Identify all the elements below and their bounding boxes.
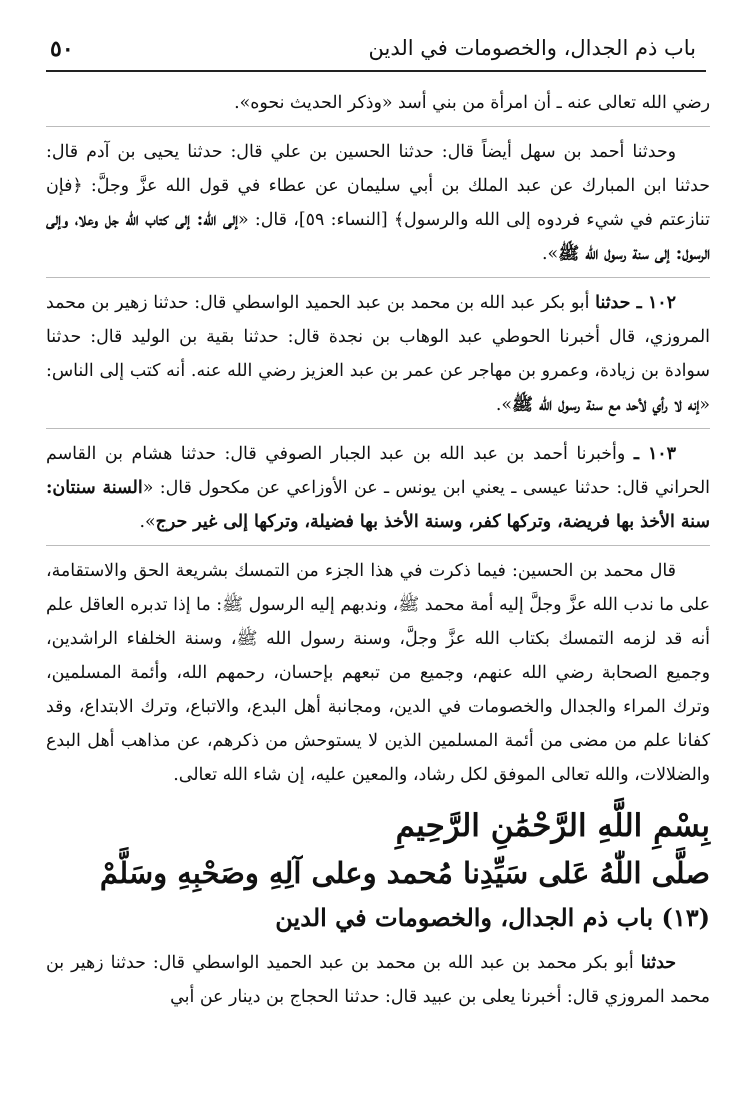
hadith-text: أبو بكر عبد الله بن محمد بن عبد الحميد الواسطي قال: حدثنا زهير بن محمد المروزي، قال أخبرنا الحوطي عبد الوهاب بن نجدة قال: حدثنا بقية بن الوليد قال: حدثنا سوادة بن زيادة، وعمرو بن مهاجر عن عمر بن عبد العزيز رضي الله عنه. أنه كتب إلى الناس: « (46, 293, 710, 415)
paragraph-continuation (46, 86, 710, 127)
author-commentary (46, 554, 710, 792)
running-header (46, 30, 706, 70)
header-title: باب ذم الجدال، والخصومات في الدين (368, 36, 696, 60)
hadith-102 (46, 286, 710, 429)
hadith-quote: إنه لا رأي لأحد مع سنة رسول الله ﷺ (512, 395, 700, 415)
chapter-heading: (١٣) باب ذم الجدال، والخصومات في الدين (275, 903, 710, 932)
chapter-first-paragraph (46, 946, 710, 1014)
narration-close: ». (542, 244, 559, 264)
hadith-text: وأخبرنا أحمد بن عبد الله بن عبد الجبار الصوفي قال: حدثنا هشام بن القاسم الحراني قال: حدثنا عيسى ـ يعني ابن يونس ـ عن الأوزاعي عن مكحول قال: « (46, 444, 711, 498)
basmala: بِسْمِ اللَّهِ الرَّحْمَٰنِ الرَّحِيمِ (395, 808, 710, 844)
hadith-close: ». (495, 395, 512, 415)
hadith-number: ١٠٢ ـ حدثنا (595, 293, 676, 313)
hadith-close: ». (139, 512, 156, 532)
header-rule (46, 70, 706, 72)
page-number: ٥٠ (50, 36, 74, 62)
paragraph-narration (46, 135, 710, 278)
hadith-quote: السنة سنتان: سنة الأخذ بها فريضة، وتركها كفر، وسنة الأخذ بها فضيلة، وتركها إلى غير حرج (46, 478, 710, 532)
narration-quote: إلى الله: إلى كتاب الله جل وعلا، وإلى الرسول: إلى سنة رسول الله ﷺ (46, 210, 710, 264)
commentary-text: قال محمد بن الحسين: فيما ذكرت في هذا الجزء من التمسك بشريعة الحق والاستقامة، على ما ندب الله عزَّ وجلَّ إليه أمة محمد ﷺ، وندبهم إليه الرسول ﷺ: ما إذا تدبره العاقل علم أنه قد لزمه التمسك بكتاب الله عزَّ وجلَّ، وسنة رسول الله ﷺ، وسنة الخلفاء الراشدين، وجميع الصحابة رضي الله عنهم، وجميع من تبعهم بإحسان، رحمهم الله، وأئمة المسلمين، وترك المراء والجدال والخصومات في الدين، ومجانبة أهل البدع، والاتباع، وترك الابتداع، وقد كفانا علم من مضى من أئمة المسلمين الذين لا يستوحش من ذكرهم، عن مذاهب أهل البدع والضلالات، والله تعالى الموفق لكل رشاد، والمعين عليه، إن شاء الله تعالى. (46, 561, 710, 785)
chain-lead: حدثنا (640, 953, 676, 973)
narration-text: وحدثنا أحمد بن سهل أيضاً قال: حدثنا الحسين بن علي قال: حدثنا يحيى بن آدم قال: حدثنا ابن المبارك عن عبد الملك بن أبي سليمان عن عطاء في قول الله عزَّ وجلَّ: ﴿فإن تنازعتم في شيء فردوه إلى الله والرسول﴾ [النساء: ٥٩]، قال: « (46, 142, 710, 230)
paragraph-text: رضي الله تعالى عنه ـ أن امرأة من بني أسد «وذكر الحديث نحوه». (234, 93, 710, 113)
hadith-number: ١٠٣ ـ (633, 444, 676, 464)
page-body (46, 86, 710, 1020)
salawat: صلَّى اللّٰهُ عَلى سَيِّدِنا مُحمد وعلى آلِهِ وصَحْبِهِ وسَلَّمْ (99, 856, 710, 890)
hadith-103 (46, 437, 710, 546)
chain-text: أبو بكر محمد بن عبد الله بن محمد بن عبد الحميد الواسطي قال: حدثنا زهير بن محمد المروزي قال: أخبرنا يعلى بن عبيد قال: حدثنا الحجاج بن دينار عن أبي (46, 953, 710, 1007)
